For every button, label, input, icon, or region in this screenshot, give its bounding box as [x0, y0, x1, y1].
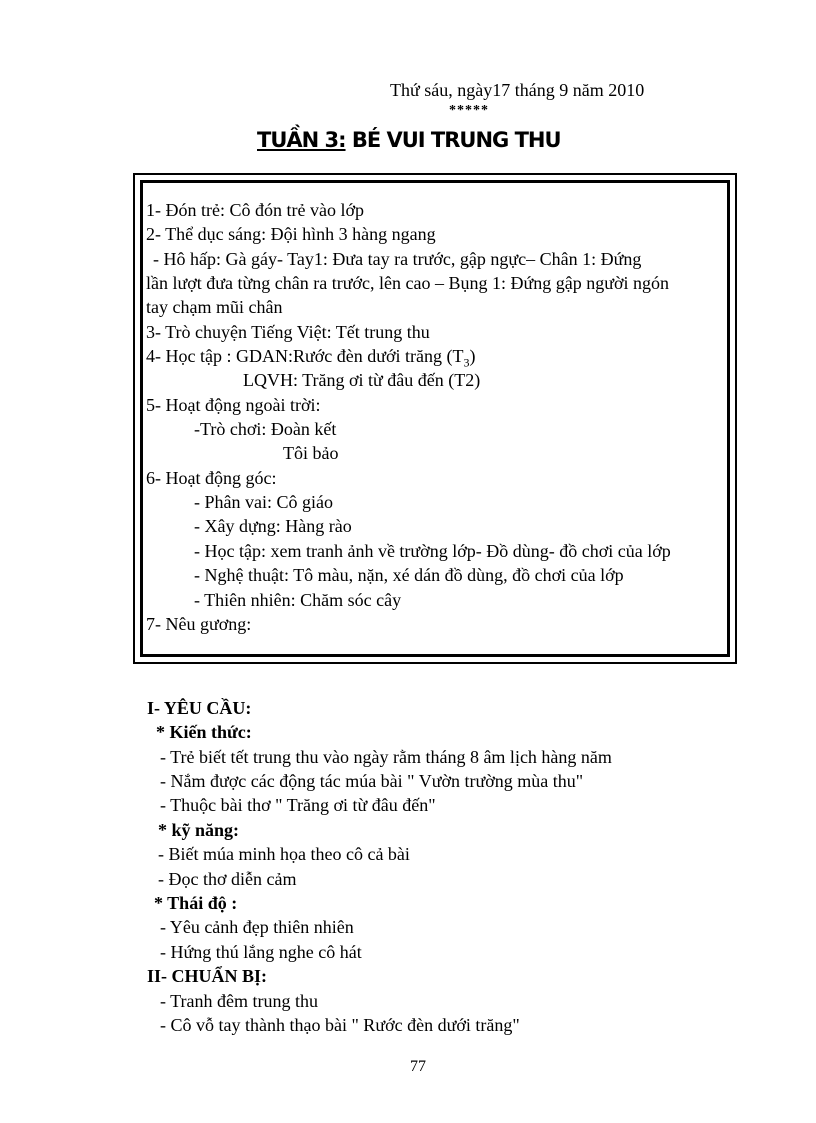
- section-heading-requirements: I- YÊU CẦU:: [147, 698, 252, 718]
- subheading-attitude: * Thái độ :: [154, 893, 238, 913]
- schedule-line: LQVH: Trăng ơi từ đâu đến (T2): [243, 370, 481, 390]
- schedule-line: 2- Thể dục sáng: Đội hình 3 hàng ngang: [146, 224, 436, 244]
- schedule-text: 4- Học tập : GDAN:Rước đèn dưới trăng (T: [146, 346, 464, 366]
- body-line: - Cô vỗ tay thành thạo bài " Rước đèn dưới trăng": [160, 1015, 520, 1035]
- body-line: - Trẻ biết tết trung thu vào ngày rằm tháng 8 âm lịch hàng năm: [160, 747, 612, 767]
- schedule-line: - Nghệ thuật: Tô màu, nặn, xé dán đồ dùng, đồ chơi của lớp: [194, 565, 624, 585]
- body-line: - Hứng thú lắng nghe cô hát: [160, 942, 362, 962]
- body-line: - Biết múa minh họa theo cô cả bài: [158, 844, 410, 864]
- body-line: - Tranh đêm trung thu: [160, 991, 319, 1011]
- schedule-line: -Trò chơi: Đoàn kết: [194, 419, 337, 439]
- section-heading-preparation: II- CHUẨN BỊ:: [147, 966, 268, 986]
- separator-stars: *****: [449, 103, 489, 118]
- page-title: [257, 128, 561, 152]
- schedule-line: Tôi bảo: [283, 443, 339, 463]
- schedule-line: lần lượt đưa từng chân ra trước, lên cao – Bụng 1: Đứng gập người ngón: [146, 273, 669, 293]
- schedule-line: 5- Hoạt động ngoài trời:: [146, 395, 321, 415]
- title-week: TUẦN 3:: [257, 128, 346, 152]
- body-line: - Yêu cảnh đẹp thiên nhiên: [160, 917, 354, 937]
- subheading-knowledge: * Kiến thức:: [156, 722, 252, 742]
- schedule-line: - Thiên nhiên: Chăm sóc cây: [194, 590, 402, 610]
- schedule-line: - Học tập: xem tranh ảnh về trường lớp- Đồ dùng- đồ chơi của lớp: [194, 541, 671, 561]
- subheading-skills: * kỹ năng:: [158, 820, 240, 840]
- schedule-line: 3- Trò chuyện Tiếng Việt: Tết trung thu: [146, 322, 430, 342]
- schedule-text: ): [469, 346, 476, 366]
- title-theme: BÉ VUI TRUNG THU: [345, 128, 561, 152]
- schedule-line: 7- Nêu gương:: [146, 614, 252, 634]
- schedule-line: - Hô hấp: Gà gáy- Tay1: Đưa tay ra trước, gập ngực– Chân 1: Đứng: [153, 249, 642, 269]
- schedule-line: 1- Đón trẻ: Cô đón trẻ vào lớp: [146, 200, 364, 220]
- body-line: - Đọc thơ diễn cảm: [158, 869, 297, 889]
- schedule-line: tay chạm mũi chân: [146, 297, 283, 317]
- schedule-subscript: 3: [463, 355, 470, 370]
- page-number: 77: [410, 1058, 426, 1075]
- schedule-line: - Phân vai: Cô giáo: [194, 492, 333, 512]
- schedule-line: - Xây dựng: Hàng rào: [194, 516, 352, 536]
- document-date: Thứ sáu, ngày17 tháng 9 năm 2010: [390, 80, 645, 100]
- body-line: - Thuộc bài thơ " Trăng ơi từ đâu đến": [160, 795, 436, 815]
- schedule-line: 6- Hoạt động góc:: [146, 468, 277, 488]
- body-line: - Nắm được các động tác múa bài " Vườn trường mùa thu": [160, 771, 584, 791]
